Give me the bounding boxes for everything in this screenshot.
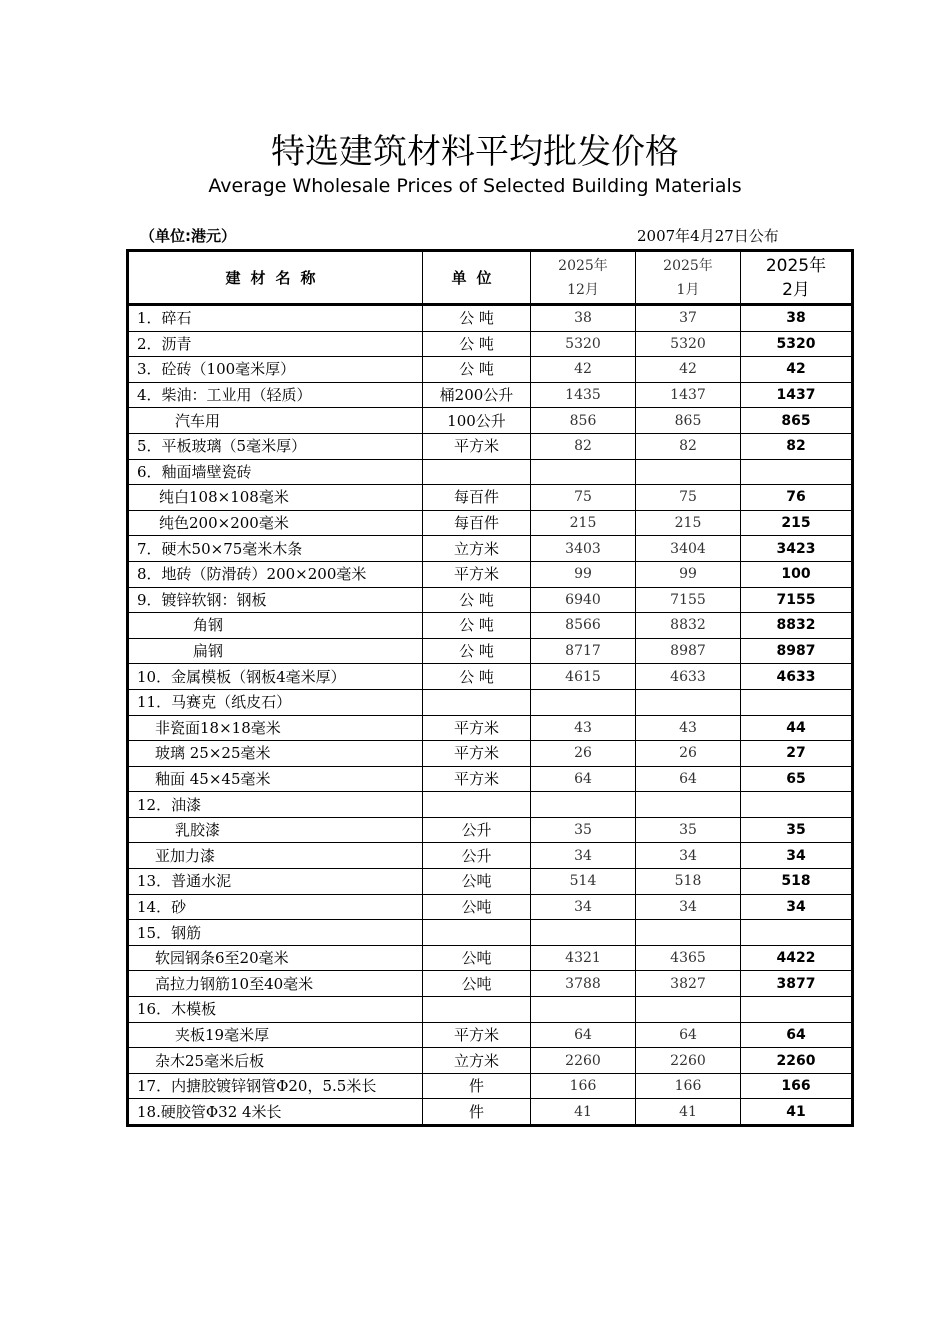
item-name-cell: 玻璃 25×25毫米: [128, 741, 423, 767]
item-price-dec-cell: 8717: [531, 638, 636, 664]
item-price-dec-cell: 42: [531, 357, 636, 383]
table-row: [128, 613, 853, 639]
item-price-jan-cell: 8987: [636, 638, 741, 664]
item-name-cell: 软园钢条6至20毫米: [128, 945, 423, 971]
item-unit-cell: 公吨: [423, 971, 531, 997]
item-name-cell: 高拉力钢筋10至40毫米: [128, 971, 423, 997]
item-price-feb-cell: 3423: [741, 536, 853, 562]
item-price-jan-cell: 26: [636, 741, 741, 767]
item-price-dec-cell: 41: [531, 1099, 636, 1126]
item-price-dec-cell: 82: [531, 433, 636, 459]
item-name-cell: 14．砂: [128, 894, 423, 920]
item-price-jan-cell: 43: [636, 715, 741, 741]
item-unit-cell: [423, 920, 531, 946]
table-row: [128, 536, 853, 562]
item-unit-cell: 公升: [423, 817, 531, 843]
item-name-cell: 16．木模板: [128, 997, 423, 1023]
item-price-feb-cell: 42: [741, 357, 853, 383]
item-unit-cell: 公 吨: [423, 587, 531, 613]
item-unit-cell: [423, 997, 531, 1023]
item-price-jan-cell: [636, 689, 741, 715]
item-unit-cell: 件: [423, 1073, 531, 1099]
item-price-jan-cell: 75: [636, 485, 741, 511]
publish-date: 2007年4月27日公布: [637, 227, 779, 245]
table-row: [128, 1048, 853, 1074]
item-price-jan-cell: 35: [636, 817, 741, 843]
item-price-jan-cell: [636, 920, 741, 946]
item-unit-cell: 平方米: [423, 715, 531, 741]
item-name-cell: 角钢: [128, 613, 423, 639]
item-price-feb-cell: 4633: [741, 664, 853, 690]
item-price-dec-cell: 1435: [531, 382, 636, 408]
table-row: [128, 817, 853, 843]
header-month-1: [531, 251, 636, 305]
item-price-jan-cell: 5320: [636, 331, 741, 357]
item-price-feb-cell: 8987: [741, 638, 853, 664]
item-name-cell: 纯白108×108毫米: [128, 485, 423, 511]
item-unit-cell: 公 吨: [423, 305, 531, 332]
item-price-jan-cell: 64: [636, 766, 741, 792]
item-name-cell: 6．釉面墙壁瓷砖: [128, 459, 423, 485]
item-price-jan-cell: 41: [636, 1099, 741, 1126]
item-unit-cell: 平方米: [423, 561, 531, 587]
item-price-jan-cell: [636, 459, 741, 485]
item-price-feb-cell: 82: [741, 433, 853, 459]
item-price-jan-cell: 37: [636, 305, 741, 332]
item-price-dec-cell: 34: [531, 843, 636, 869]
item-price-feb-cell: 215: [741, 510, 853, 536]
item-price-feb-cell: 34: [741, 843, 853, 869]
item-price-jan-cell: 215: [636, 510, 741, 536]
header-month-1-year: 2025年: [558, 257, 608, 274]
header-month-3: [741, 251, 853, 305]
item-price-jan-cell: 1437: [636, 382, 741, 408]
item-name-cell: 纯色200×200毫米: [128, 510, 423, 536]
unit-note: （单位:港元）: [140, 227, 236, 245]
item-price-dec-cell: 4321: [531, 945, 636, 971]
item-price-feb-cell: 44: [741, 715, 853, 741]
item-unit-cell: 平方米: [423, 1022, 531, 1048]
item-price-feb-cell: [741, 920, 853, 946]
item-name-cell: 乳胶漆: [128, 817, 423, 843]
item-name-cell: 18.硬胶管Φ32 4米长: [128, 1099, 423, 1126]
item-price-feb-cell: 35: [741, 817, 853, 843]
item-price-jan-cell: 82: [636, 433, 741, 459]
item-name-cell: 11．马赛克（纸皮石）: [128, 689, 423, 715]
item-price-jan-cell: [636, 997, 741, 1023]
item-price-dec-cell: 4615: [531, 664, 636, 690]
table-row: [128, 433, 853, 459]
table-row: [128, 510, 853, 536]
item-name-cell: 12．油漆: [128, 792, 423, 818]
item-unit-cell: [423, 792, 531, 818]
item-price-feb-cell: 865: [741, 408, 853, 434]
item-unit-cell: 公 吨: [423, 331, 531, 357]
item-price-feb-cell: 64: [741, 1022, 853, 1048]
item-name-cell: 17．内搪胶镀锌钢管Φ20，5.5米长: [128, 1073, 423, 1099]
item-name-cell: 13．普通水泥: [128, 869, 423, 895]
item-price-jan-cell: 4633: [636, 664, 741, 690]
page-title: 特选建筑材料平均批发价格: [271, 132, 679, 172]
table-row: [128, 485, 853, 511]
item-price-jan-cell: 3404: [636, 536, 741, 562]
header-month-2-month: 1月: [676, 281, 700, 298]
item-name-cell: 4．柴油：工业用（轻质）: [128, 382, 423, 408]
item-price-feb-cell: 5320: [741, 331, 853, 357]
item-unit-cell: 每百件: [423, 485, 531, 511]
table-row: [128, 971, 853, 997]
item-price-jan-cell: 4365: [636, 945, 741, 971]
item-price-jan-cell: 8832: [636, 613, 741, 639]
header-month-2-year: 2025年: [663, 257, 713, 274]
table-row: [128, 382, 853, 408]
table-row: [128, 408, 853, 434]
table-row: [128, 920, 853, 946]
item-price-dec-cell: 215: [531, 510, 636, 536]
item-price-feb-cell: 7155: [741, 587, 853, 613]
item-unit-cell: 公吨: [423, 945, 531, 971]
table-row: [128, 305, 853, 332]
item-price-dec-cell: 35: [531, 817, 636, 843]
item-unit-cell: 立方米: [423, 536, 531, 562]
item-price-feb-cell: [741, 459, 853, 485]
item-unit-cell: 平方米: [423, 741, 531, 767]
header-month-3-month: 2月: [782, 279, 810, 300]
item-name-cell: 15．钢筋: [128, 920, 423, 946]
item-price-dec-cell: 34: [531, 894, 636, 920]
table-header-row: [128, 251, 853, 305]
item-unit-cell: 件: [423, 1099, 531, 1126]
item-price-dec-cell: 514: [531, 869, 636, 895]
item-price-dec-cell: [531, 459, 636, 485]
item-price-feb-cell: 2260: [741, 1048, 853, 1074]
table-row: [128, 664, 853, 690]
item-name-cell: 1．碎石: [128, 305, 423, 332]
table-row: [128, 894, 853, 920]
table-row: [128, 792, 853, 818]
item-unit-cell: 公吨: [423, 894, 531, 920]
item-price-jan-cell: 42: [636, 357, 741, 383]
item-price-dec-cell: 2260: [531, 1048, 636, 1074]
item-name-cell: 10．金属模板（钢板4毫米厚）: [128, 664, 423, 690]
item-unit-cell: [423, 459, 531, 485]
item-price-jan-cell: 3827: [636, 971, 741, 997]
item-unit-cell: 桶200公升: [423, 382, 531, 408]
item-price-feb-cell: 1437: [741, 382, 853, 408]
table-row: [128, 357, 853, 383]
item-price-jan-cell: 99: [636, 561, 741, 587]
item-name-cell: 8．地砖（防滑砖）200×200毫米: [128, 561, 423, 587]
item-unit-cell: 每百件: [423, 510, 531, 536]
item-unit-cell: 公 吨: [423, 613, 531, 639]
header-month-3-year: 2025年: [765, 255, 827, 276]
item-price-jan-cell: [636, 792, 741, 818]
item-price-jan-cell: 2260: [636, 1048, 741, 1074]
item-price-dec-cell: 166: [531, 1073, 636, 1099]
item-price-feb-cell: 38: [741, 305, 853, 332]
item-name-cell: 亚加力漆: [128, 843, 423, 869]
header-unit: 单位: [423, 251, 531, 305]
table-body: [128, 305, 853, 1126]
item-price-dec-cell: 75: [531, 485, 636, 511]
item-unit-cell: 公 吨: [423, 357, 531, 383]
item-price-feb-cell: 100: [741, 561, 853, 587]
item-price-feb-cell: [741, 689, 853, 715]
item-price-feb-cell: 3877: [741, 971, 853, 997]
item-name-cell: 9．镀锌软钢：钢板: [128, 587, 423, 613]
item-name-cell: 5．平板玻璃（5毫米厚）: [128, 433, 423, 459]
item-name-cell: 杂木25毫米后板: [128, 1048, 423, 1074]
table-row: [128, 459, 853, 485]
item-price-dec-cell: 5320: [531, 331, 636, 357]
table-row: [128, 331, 853, 357]
item-price-dec-cell: 38: [531, 305, 636, 332]
item-price-jan-cell: 64: [636, 1022, 741, 1048]
item-price-jan-cell: 518: [636, 869, 741, 895]
item-price-feb-cell: 8832: [741, 613, 853, 639]
item-unit-cell: 公 吨: [423, 638, 531, 664]
table-row: [128, 741, 853, 767]
item-price-dec-cell: 3788: [531, 971, 636, 997]
item-price-dec-cell: 6940: [531, 587, 636, 613]
item-price-jan-cell: 7155: [636, 587, 741, 613]
table-row: [128, 843, 853, 869]
header-month-1-month: 12月: [567, 281, 599, 298]
item-name-cell: 非瓷面18×18毫米: [128, 715, 423, 741]
item-price-jan-cell: 34: [636, 843, 741, 869]
item-price-dec-cell: 3403: [531, 536, 636, 562]
item-price-jan-cell: 166: [636, 1073, 741, 1099]
item-price-jan-cell: 34: [636, 894, 741, 920]
item-name-cell: 釉面 45×45毫米: [128, 766, 423, 792]
table-row: [128, 715, 853, 741]
item-unit-cell: 公升: [423, 843, 531, 869]
item-price-feb-cell: 4422: [741, 945, 853, 971]
header-name: 建材名称: [128, 251, 423, 305]
item-price-dec-cell: 99: [531, 561, 636, 587]
item-unit-cell: 立方米: [423, 1048, 531, 1074]
item-unit-cell: 公 吨: [423, 664, 531, 690]
item-price-feb-cell: 65: [741, 766, 853, 792]
table-row: [128, 1099, 853, 1126]
item-unit-cell: 100公升: [423, 408, 531, 434]
item-price-dec-cell: 43: [531, 715, 636, 741]
item-price-dec-cell: [531, 920, 636, 946]
item-unit-cell: 平方米: [423, 433, 531, 459]
table-row: [128, 869, 853, 895]
item-name-cell: 汽车用: [128, 408, 423, 434]
item-price-jan-cell: 865: [636, 408, 741, 434]
table-row: [128, 689, 853, 715]
table-row: [128, 1022, 853, 1048]
item-price-feb-cell: [741, 997, 853, 1023]
table-row: [128, 997, 853, 1023]
item-price-dec-cell: 26: [531, 741, 636, 767]
table-row: [128, 561, 853, 587]
item-price-feb-cell: 166: [741, 1073, 853, 1099]
item-name-cell: 2．沥青: [128, 331, 423, 357]
table-row: [128, 945, 853, 971]
item-unit-cell: 平方米: [423, 766, 531, 792]
item-unit-cell: 公吨: [423, 869, 531, 895]
header-month-2: [636, 251, 741, 305]
item-price-dec-cell: 8566: [531, 613, 636, 639]
price-table: [126, 249, 854, 1127]
item-price-feb-cell: 518: [741, 869, 853, 895]
item-price-feb-cell: 34: [741, 894, 853, 920]
page-subtitle: Average Wholesale Prices of Selected Building Materials: [208, 175, 742, 197]
item-price-dec-cell: [531, 792, 636, 818]
item-price-feb-cell: 41: [741, 1099, 853, 1126]
item-price-feb-cell: 27: [741, 741, 853, 767]
table-row: [128, 1073, 853, 1099]
item-price-dec-cell: [531, 689, 636, 715]
item-price-dec-cell: 64: [531, 1022, 636, 1048]
table-row: [128, 587, 853, 613]
table-row: [128, 766, 853, 792]
item-name-cell: 7．硬木50×75毫米木条: [128, 536, 423, 562]
item-name-cell: 扁钢: [128, 638, 423, 664]
item-price-dec-cell: 856: [531, 408, 636, 434]
item-price-dec-cell: 64: [531, 766, 636, 792]
item-price-dec-cell: [531, 997, 636, 1023]
item-name-cell: 夹板19毫米厚: [128, 1022, 423, 1048]
item-unit-cell: [423, 689, 531, 715]
item-price-feb-cell: [741, 792, 853, 818]
item-name-cell: 3．砼砖（100毫米厚）: [128, 357, 423, 383]
item-price-feb-cell: 76: [741, 485, 853, 511]
table-row: [128, 638, 853, 664]
